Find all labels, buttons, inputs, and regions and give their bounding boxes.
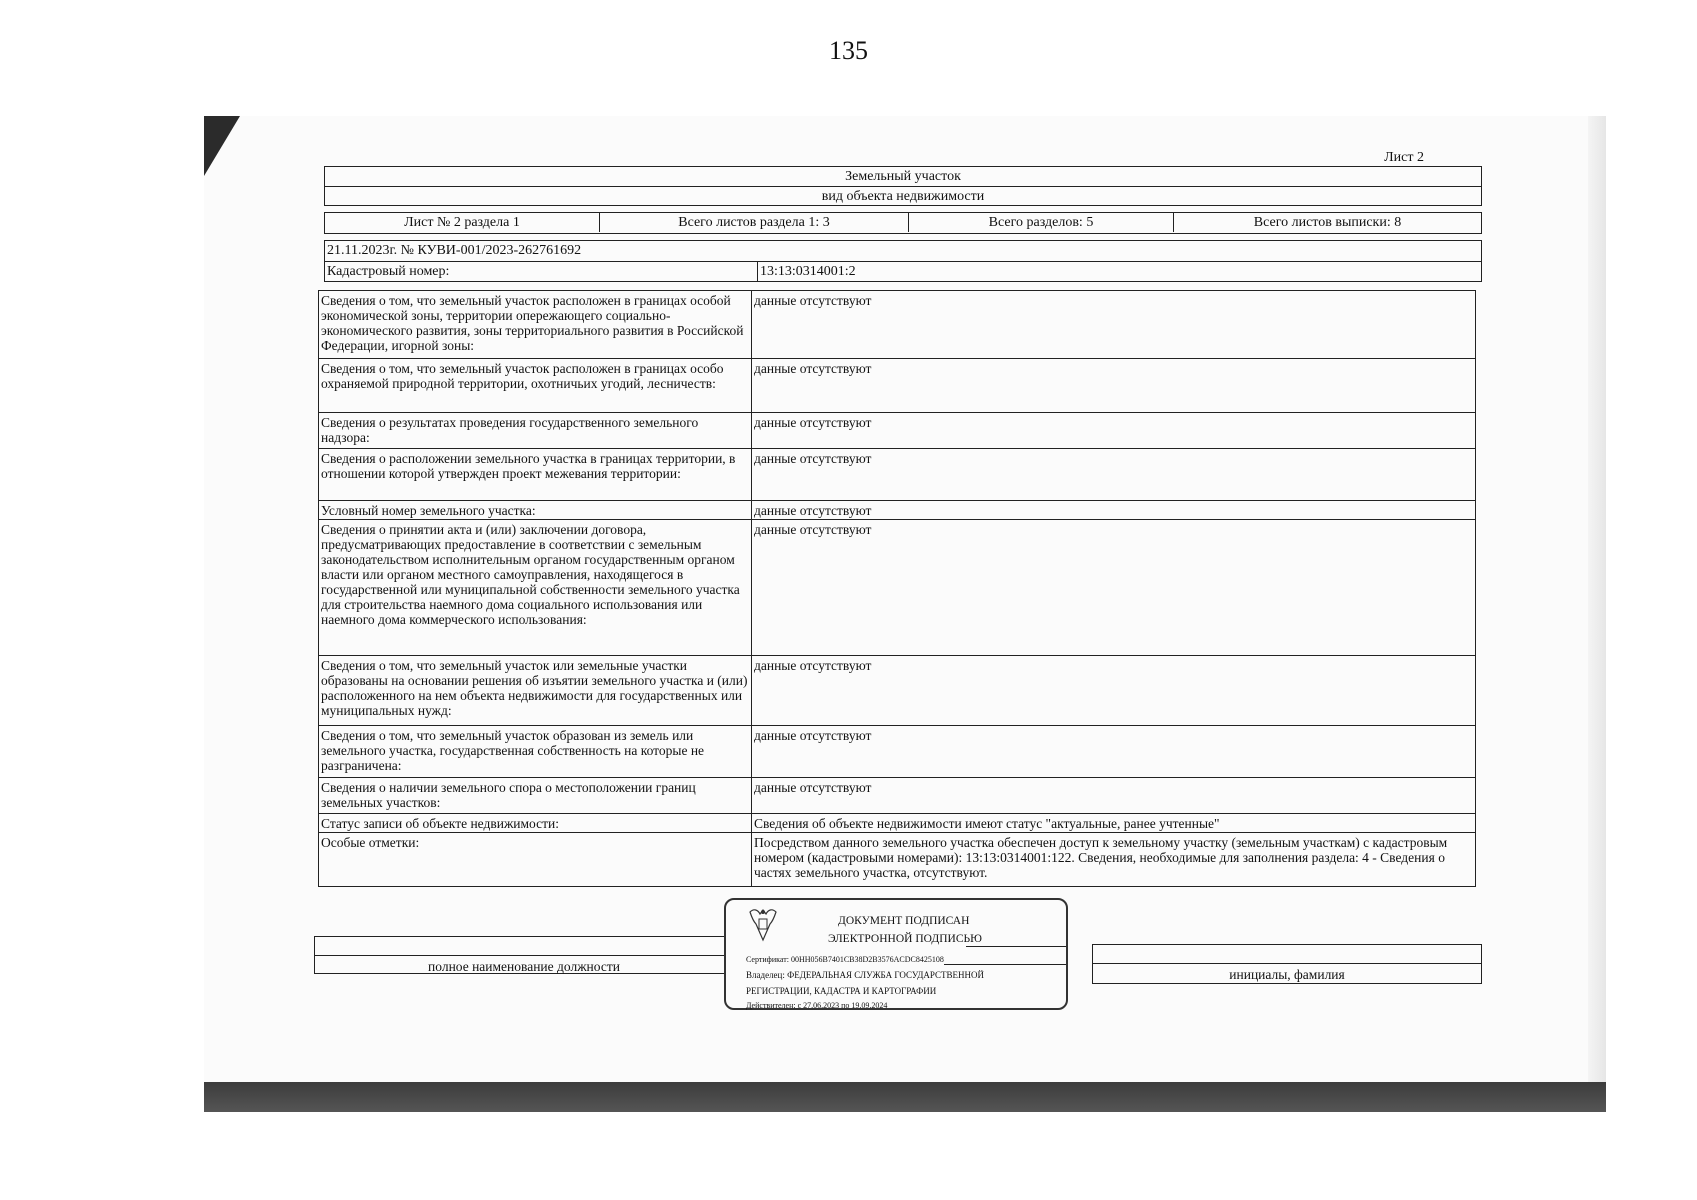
- row-value: Сведения об объекте недвижимости имеют статус "актуальные, ранее учтенные": [752, 814, 1476, 833]
- row-label: Сведения о том, что земельный участок расположен в границах особо охраняемой природной территории, охотничьих угодий, лесничеств:: [319, 359, 752, 413]
- row-value: данные отсутствуют: [752, 520, 1476, 656]
- position-label: полное наименование должности: [428, 959, 620, 974]
- object-subtitle: вид объекта недвижимости: [821, 189, 985, 204]
- row-label: Сведения о расположении земельного участка в границах территории, в отношении которой утвержден проект межевания территории:: [319, 449, 752, 501]
- stamp-owner-line2: РЕГИСТРАЦИИ, КАДАСТРА И КАРТОГРАФИИ: [746, 986, 937, 996]
- stamp-owner-line1: Владелец: ФЕДЕРАЛЬНАЯ СЛУЖБА ГОСУДАРСТВЕННОЙ: [746, 970, 985, 980]
- cadastral-label: Кадастровый номер:: [325, 262, 758, 282]
- stamp-line1: ДОКУМЕНТ ПОДПИСАН: [838, 915, 970, 927]
- table-row: [319, 501, 1476, 520]
- table-row: [319, 413, 1476, 449]
- scan-shadow-bottom: [204, 1082, 1606, 1112]
- row-value: данные отсутствуют: [752, 501, 1476, 520]
- object-header: [324, 166, 1482, 206]
- cadastral-number: 13:13:0314001:2: [760, 264, 856, 279]
- row-value: данные отсутствуют: [752, 449, 1476, 501]
- table-row: [319, 291, 1476, 359]
- details-table: [318, 290, 1476, 887]
- row-label: Сведения о том, что земельный участок образован из земель или земельного участка, государственная собственность на которые не разграничена:: [319, 726, 752, 778]
- sheet-label: Лист 2: [1384, 150, 1424, 165]
- row-label: Особые отметки:: [319, 833, 752, 887]
- object-title: Земельный участок: [325, 167, 1481, 187]
- table-row: [319, 520, 1476, 656]
- table-row: [319, 359, 1476, 413]
- row-value: данные отсутствуют: [752, 413, 1476, 449]
- row-label: Сведения о результатах проведения государственного земельного надзора:: [319, 413, 752, 449]
- electronic-signature-stamp: [724, 898, 1068, 1010]
- row-label: Сведения о том, что земельный участок расположен в границах особой экономической зоны, территории опережающего социально-экономического развития, зоны территориального развития в Российской Федерации, игорной зоны:: [319, 291, 752, 359]
- row-label: Сведения о принятии акта и (или) заключении договора, предусматривающих предоставление в соответствии с земельным законодательством исполнительным органом государственным органом власти или органом местного самоуправления, находящегося в государственной или муниципальной собственности земельного участка для строительства наемного дома социального использования или наемного дома коммерческого использования:: [319, 520, 752, 656]
- position-box: [314, 936, 734, 974]
- sheet-of-section: Лист № 2 раздела 1: [325, 213, 600, 232]
- row-value: Посредством данного земельного участка обеспечен доступ к земельному участку (земельным участкам) с кадастровым номером (кадастровыми номерами): 13:13:0314001:122. Сведения, необходимые для заполнения раздела: 4 - Сведения о частях земельного участка, отсутствуют.: [752, 833, 1476, 887]
- table-row: [319, 814, 1476, 833]
- page-number: 135: [829, 36, 868, 65]
- table-row: [319, 833, 1476, 887]
- table-row: [319, 726, 1476, 778]
- total-section-sheets: Всего листов раздела 1: 3: [600, 213, 909, 232]
- scan-edge: [1588, 116, 1606, 1112]
- row-value: данные отсутствуют: [752, 656, 1476, 726]
- table-row: [319, 656, 1476, 726]
- row-label: Сведения о наличии земельного спора о местоположении границ земельных участков:: [319, 778, 752, 814]
- name-label: инициалы, фамилия: [1229, 967, 1345, 982]
- row-value: данные отсутствуют: [752, 726, 1476, 778]
- row-value: данные отсутствуют: [752, 359, 1476, 413]
- name-box: [1092, 944, 1482, 984]
- row-value: данные отсутствуют: [752, 778, 1476, 814]
- row-label: Статус записи об объекте недвижимости:: [319, 814, 752, 833]
- stamp-certificate: Сертификат: 00НН056В7401СВ38D2В3576АCDC8425108: [746, 955, 944, 964]
- coat-of-arms-icon: [746, 906, 780, 942]
- table-row: [319, 778, 1476, 814]
- total-sections: Всего разделов: 5: [909, 213, 1174, 232]
- stamp-validity: Действителен: с 27.06.2023 по 19.09.2024: [746, 1001, 888, 1010]
- extract-ref-block: [324, 240, 1482, 282]
- scan-shadow-corner: [204, 116, 240, 176]
- stamp-line2: ЭЛЕКТРОННОЙ ПОДПИСЬЮ: [828, 933, 982, 945]
- signature-area: [324, 898, 1482, 1018]
- row-label: Сведения о том, что земельный участок или земельные участки образованы на основании решения об изъятии земельного участка и (или) расположенного на нем объекта недвижимости для государственных или муниципальных нужд:: [319, 656, 752, 726]
- table-row: [319, 449, 1476, 501]
- sheet-info-row: [324, 212, 1482, 234]
- total-extract-sheets: Всего листов выписки: 8: [1253, 215, 1402, 230]
- row-label: Условный номер земельного участка:: [319, 501, 752, 520]
- extract-reference: 21.11.2023г. № КУВИ-001/2023-262761692: [325, 241, 1481, 262]
- row-value: данные отсутствуют: [752, 291, 1476, 359]
